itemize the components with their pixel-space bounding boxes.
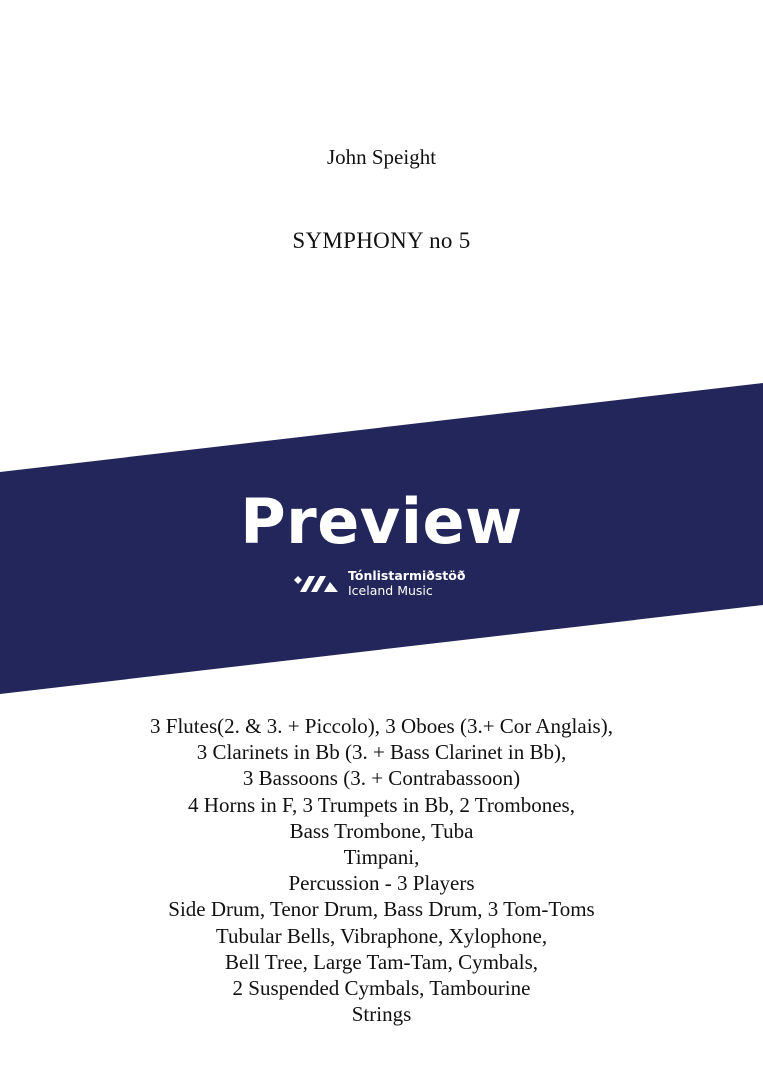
- instrumentation-line: Side Drum, Tenor Drum, Bass Drum, 3 Tom-Toms: [168, 897, 595, 922]
- instrumentation-line: Strings: [351, 1002, 412, 1027]
- publisher-subname: Iceland Music: [348, 583, 433, 598]
- publisher-name: Tónlistarmiðstöð: [348, 568, 466, 583]
- iceland-music-logo-icon: [292, 568, 342, 598]
- instrumentation-line: Tubular Bells, Vibraphone, Xylophone,: [215, 923, 548, 948]
- instrumentation-line: Percussion - 3 Players: [288, 871, 475, 896]
- instrumentation-line: Bell Tree, Large Tam-Tam, Cymbals,: [225, 949, 538, 974]
- instrumentation-list: [0, 713, 763, 1027]
- instrumentation-line: 3 Clarinets in Bb (3. + Bass Clarinet in Bb),: [196, 740, 567, 765]
- instrumentation-line: Timpani,: [343, 845, 420, 870]
- publisher-brand: [292, 566, 465, 600]
- composer-name: John Speight: [326, 145, 437, 169]
- preview-label: Preview: [240, 485, 523, 558]
- work-title: SYMPHONY no 5: [292, 228, 471, 253]
- instrumentation-line: 4 Horns in F, 3 Trumpets in Bb, 2 Trombones,: [188, 792, 575, 817]
- instrumentation-line: 3 Bassoons (3. + Contrabassoon): [242, 766, 521, 791]
- instrumentation-line: Bass Trombone, Tuba: [289, 818, 474, 843]
- instrumentation-line: 3 Flutes(2. & 3. + Piccolo), 3 Oboes (3.+ Cor Anglais),: [150, 714, 613, 738]
- instrumentation-line: 2 Suspended Cymbals, Tambourine: [232, 976, 531, 1001]
